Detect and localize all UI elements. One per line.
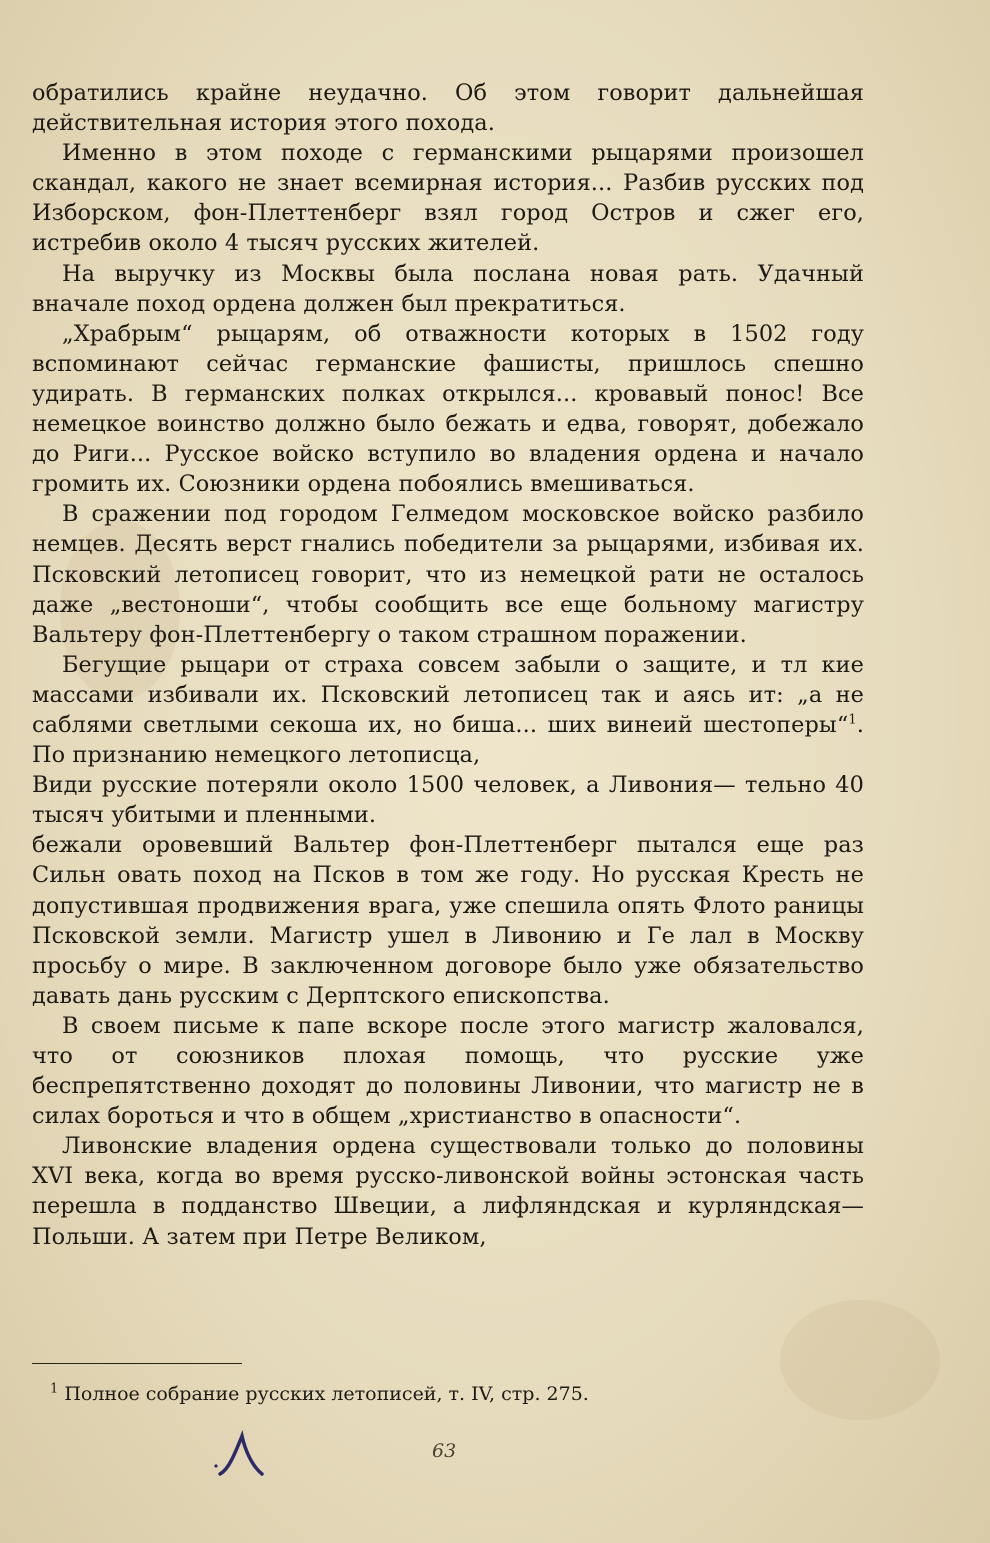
footnote-text: Полное собрание русских летописей, т. IV, стр. 275. <box>64 1383 589 1405</box>
paragraph: бежали оровевший Вальтер фон-Плеттенберг пытался еще раз Сильн овать поход на Псков в том же году. Но русская Кресть не допустившая продвижения врага, уже спешила опять Флото раницы Псковской земли. Магистр ушел в Ливонию и Ге лал в Москву просьбу о мире. В заключенном договоре было уже обязательство давать дань русским с Дерптского епископства. <box>32 832 864 1009</box>
footnote-marker: 1 <box>50 1381 59 1397</box>
paragraph: Именно в этом походе с германскими рыцарями произошел скандал, какого не знает всемирная история... Разбив русских под Изборском, фон-Плеттенберг взял город Остров и сжег его, истребив около 4 тысяч русских жителей. <box>32 140 864 257</box>
paragraph: Види русские потеряли около 1500 человек, а Ливония— тельно 40 тысяч убитыми и пленными. <box>32 772 864 829</box>
paragraph-with-footnote <box>32 650 864 770</box>
footnote <box>50 1381 830 1407</box>
paragraph-text: . По признанию немецкого летописца, <box>32 711 864 769</box>
footnote-divider <box>32 1363 242 1364</box>
paragraph: На выручку из Москвы была послана новая рать. Удачный вначале поход ордена должен был прекратиться. <box>32 260 864 317</box>
paragraph: „Храбрым“ рыцарям, об отважности которых в 1502 году вспоминают сейчас германские фашисты, пришлось спешно удирать. В германских полках открылся... кровавый понос! Все немецкое воинство должно было бежать и едва, говорят, добежало до Риги... Русское войско вступило во владения ордена и начало громить их. Союзники ордена побоялись вмешиваться. <box>32 320 864 498</box>
main-text <box>32 78 864 1252</box>
paragraph: В сражении под городом Гелмедом московское войско разбило немцев. Десять верст гнались победители за рыцарями, избивая их. Псковский летописец говорит, что из немецкой рати не осталось даже „вестоноши“, чтобы сообщить все еще больному магистру Вальтеру фон-Плеттенбергу о таком страшном поражении. <box>32 501 864 648</box>
paragraph-text: Бегущие рыцари от страха совсем забыли о защите, и тл кие массами избивали их. Псковский летописец так и аясь ит: „а не саблями светлыми секоша их, но биша... ших винеий шестоперы“ <box>32 651 864 738</box>
paragraph: В своем письме к папе вскоре после этого магистр жаловался, что от союзников плохая помощь, что русские уже беспрепятственно доходят до половины Ливонии, что магистр не в силах бороться и что в общем „христианство в опасности“. <box>32 1012 864 1130</box>
paragraph: обратились крайне неудачно. Об этом говорит дальнейшая действительная история этого похода. <box>32 80 864 137</box>
footnote-reference[interactable]: 1 <box>848 712 857 728</box>
paragraph: Ливонские владения ордена существовали только до половины XVI века, когда во время русско-ливонской войны эстонская часть перешла в подданство Швеции, а лифляндская и курляндская—Польши. А затем при Петре Великом, <box>32 1133 864 1250</box>
page-number: 63 <box>432 1440 457 1462</box>
handwritten-mark-icon <box>212 1426 272 1486</box>
